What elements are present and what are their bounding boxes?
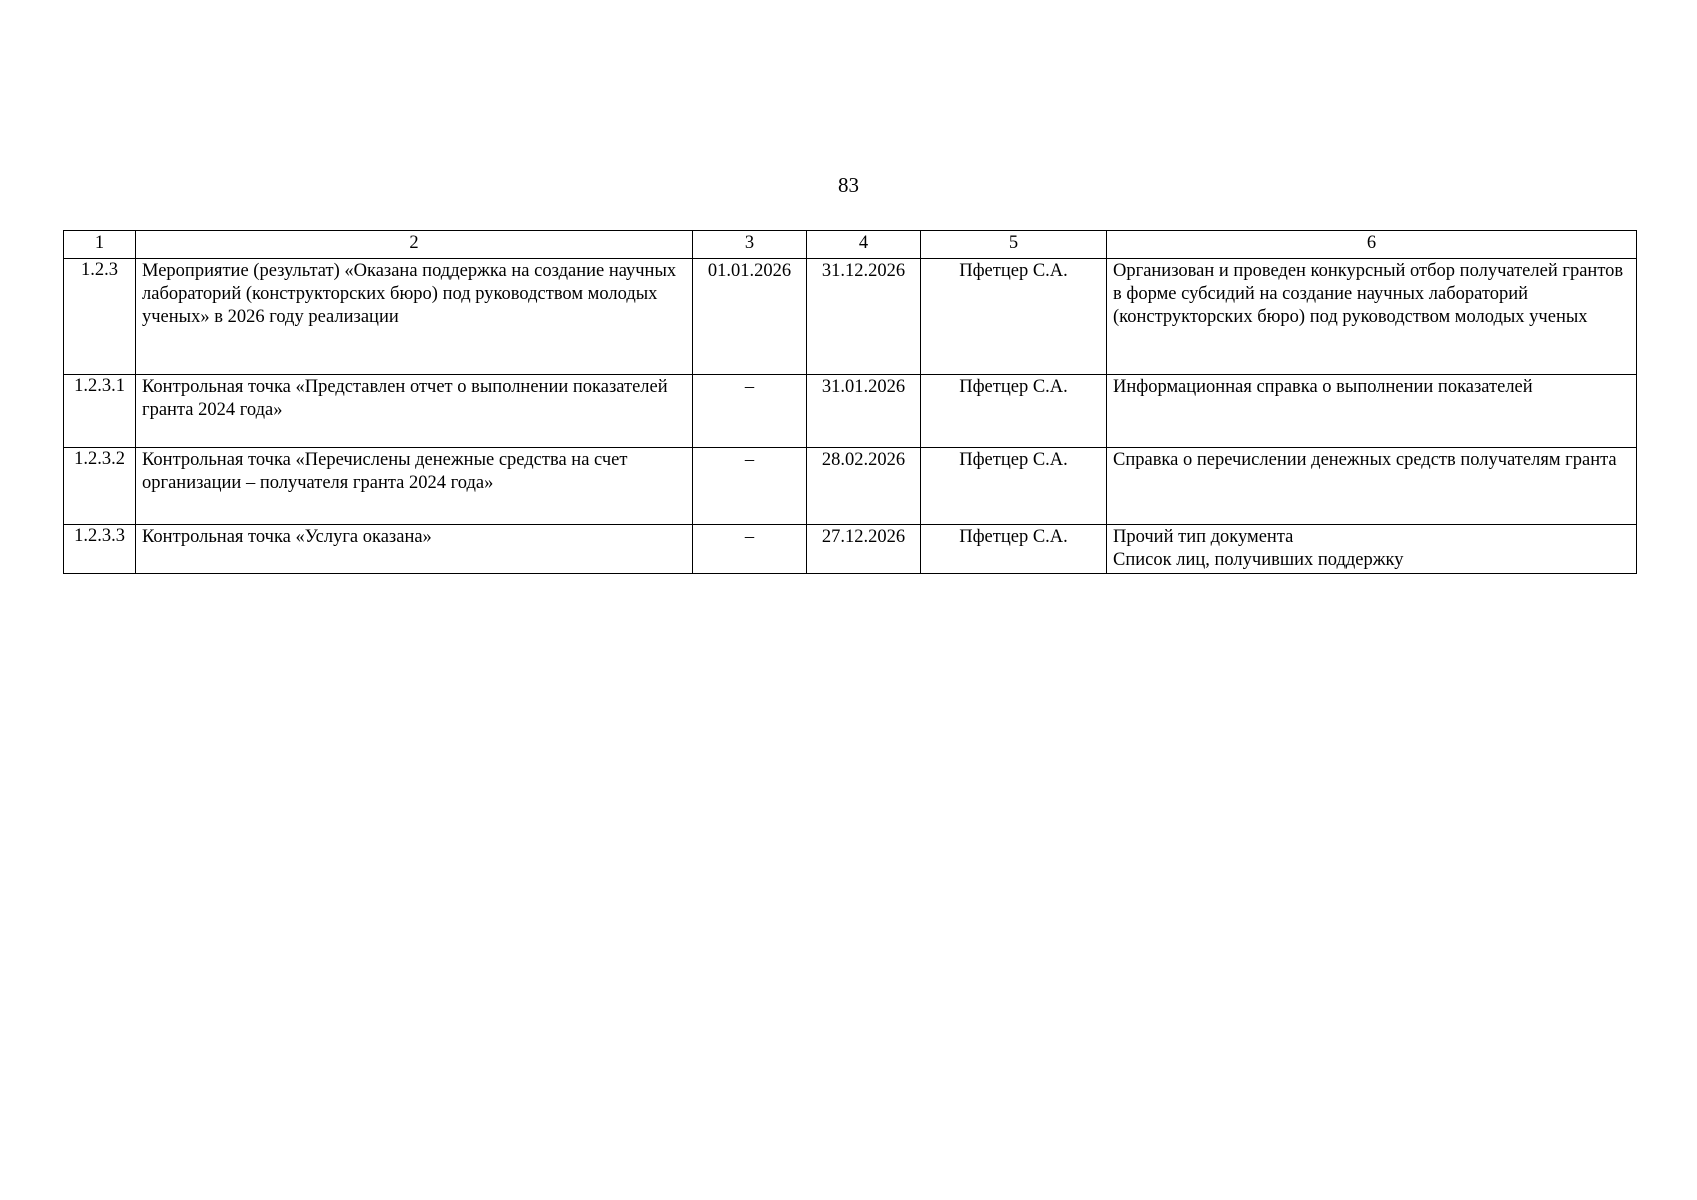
row-end-date: 31.01.2026: [807, 375, 921, 448]
row-start-date: –: [693, 525, 807, 574]
plan-table: [63, 230, 1637, 574]
row-result-line: Информационная справка о выполнении показателей: [1113, 377, 1533, 397]
row-end-date: 31.12.2026: [807, 259, 921, 375]
row-end-date: 28.02.2026: [807, 448, 921, 525]
row-responsible: Пфетцер С.А.: [921, 375, 1107, 448]
row-name: Мероприятие (результат) «Оказана поддержка на создание научных лабораторий (конструкторских бюро) под руководством молодых ученых» в 2026 году реализации: [136, 259, 693, 375]
row-name: Контрольная точка «Представлен отчет о выполнении показателей гранта 2024 года»: [136, 375, 693, 448]
header-cell: 1: [64, 231, 136, 259]
row-result: [1107, 375, 1637, 448]
row-result: [1107, 525, 1637, 574]
row-name: Контрольная точка «Перечислены денежные средства на счет организации – получателя гранта 2024 года»: [136, 448, 693, 525]
header-cell: 6: [1107, 231, 1637, 259]
row-responsible: Пфетцер С.А.: [921, 525, 1107, 574]
table-row: [64, 448, 1637, 525]
row-result-line: Список лиц, получивших поддержку: [1113, 550, 1404, 570]
table-row: [64, 259, 1637, 375]
row-responsible: Пфетцер С.А.: [921, 448, 1107, 525]
row-result-line: Справка о перечислении денежных средств получателям гранта: [1113, 450, 1617, 470]
row-start-date: –: [693, 375, 807, 448]
table-header-row: [64, 231, 1637, 259]
row-end-date: 27.12.2026: [807, 525, 921, 574]
page-number: 83: [838, 173, 859, 197]
header-cell: 5: [921, 231, 1107, 259]
row-start-date: –: [693, 448, 807, 525]
row-result-line: Прочий тип документа: [1113, 527, 1294, 547]
table-row: [64, 375, 1637, 448]
row-number: 1.2.3: [64, 259, 136, 375]
row-responsible: Пфетцер С.А.: [921, 259, 1107, 375]
row-name: Контрольная точка «Услуга оказана»: [136, 525, 693, 574]
row-result: [1107, 259, 1637, 375]
row-number: 1.2.3.1: [64, 375, 136, 448]
table-row: [64, 525, 1637, 574]
row-number: 1.2.3.3: [64, 525, 136, 574]
header-cell: 4: [807, 231, 921, 259]
row-start-date: 01.01.2026: [693, 259, 807, 375]
row-result-line: Организован и проведен конкурсный отбор получателей грантов в форме субсидий на создание научных лабораторий (конструкторских бюро) под руководством молодых ученых: [1113, 261, 1624, 327]
row-number: 1.2.3.2: [64, 448, 136, 525]
row-result: [1107, 448, 1637, 525]
header-cell: 2: [136, 231, 693, 259]
header-cell: 3: [693, 231, 807, 259]
